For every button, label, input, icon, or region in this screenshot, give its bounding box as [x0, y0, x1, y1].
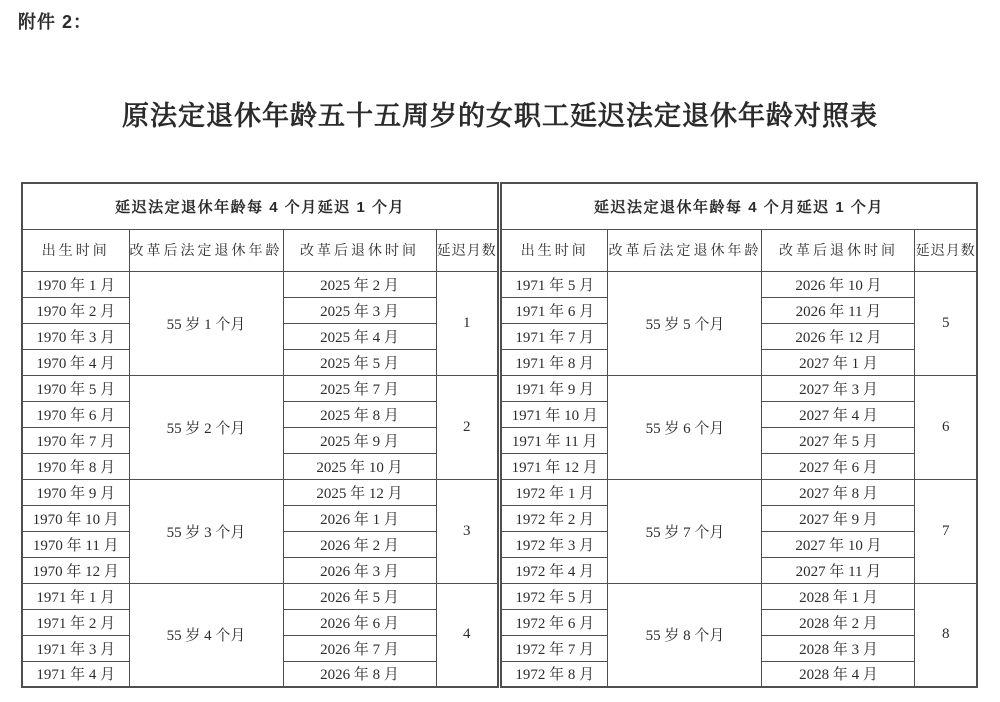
birth-month-cell: 1972 年 1 月 [501, 479, 608, 505]
birth-month-cell: 1972 年 8 月 [501, 661, 608, 687]
table-group-header: 延迟法定退休年龄每 4 个月延迟 1 个月 [501, 183, 977, 229]
tables-container [21, 182, 978, 688]
delay-months-cell: 7 [915, 479, 977, 583]
retirement-month-cell: 2025 年 9 月 [283, 427, 436, 453]
delay-months-cell: 4 [436, 583, 498, 687]
delay-months-cell: 8 [915, 583, 977, 687]
retirement-month-cell: 2026 年 8 月 [283, 661, 436, 687]
retirement-month-cell: 2025 年 4 月 [283, 323, 436, 349]
birth-month-cell: 1971 年 1 月 [22, 583, 129, 609]
page-title: 原法定退休年龄五十五周岁的女职工延迟法定退休年龄对照表 [122, 101, 878, 131]
birth-month-cell: 1971 年 7 月 [501, 323, 608, 349]
birth-month-cell: 1970 年 6 月 [22, 401, 129, 427]
retirement-month-cell: 2025 年 8 月 [283, 401, 436, 427]
birth-month-cell: 1972 年 2 月 [501, 505, 608, 531]
birth-month-cell: 1970 年 3 月 [22, 323, 129, 349]
birth-month-cell: 1971 年 12 月 [501, 453, 608, 479]
birth-month-cell: 1970 年 1 月 [22, 271, 129, 297]
table-row [22, 583, 498, 609]
retirement-age-cell: 55 岁 2 个月 [129, 375, 283, 479]
retirement-month-cell: 2026 年 6 月 [283, 609, 436, 635]
retirement-month-cell: 2027 年 8 月 [762, 479, 915, 505]
column-header-delay: 延迟月数 [436, 229, 498, 271]
retirement-month-cell: 2025 年 3 月 [283, 297, 436, 323]
birth-month-cell: 1972 年 7 月 [501, 635, 608, 661]
table-row [22, 479, 498, 505]
table-row [501, 375, 977, 401]
birth-month-cell: 1970 年 10 月 [22, 505, 129, 531]
retirement-age-cell: 55 岁 3 个月 [129, 479, 283, 583]
birth-month-cell: 1970 年 9 月 [22, 479, 129, 505]
column-header-time: 改革后退休时间 [762, 229, 915, 271]
birth-month-cell: 1972 年 3 月 [501, 531, 608, 557]
retirement-age-cell: 55 岁 4 个月 [129, 583, 283, 687]
retirement-age-cell: 55 岁 1 个月 [129, 271, 283, 375]
birth-month-cell: 1971 年 3 月 [22, 635, 129, 661]
retirement-age-cell: 55 岁 6 个月 [608, 375, 762, 479]
retirement-month-cell: 2028 年 3 月 [762, 635, 915, 661]
retirement-age-cell: 55 岁 7 个月 [608, 479, 762, 583]
retirement-month-cell: 2025 年 2 月 [283, 271, 436, 297]
birth-month-cell: 1970 年 7 月 [22, 427, 129, 453]
delay-months-cell: 5 [915, 271, 977, 375]
birth-month-cell: 1970 年 2 月 [22, 297, 129, 323]
table-row [22, 375, 498, 401]
birth-month-cell: 1971 年 5 月 [501, 271, 608, 297]
retirement-age-cell: 55 岁 8 个月 [608, 583, 762, 687]
birth-month-cell: 1972 年 6 月 [501, 609, 608, 635]
retirement-month-cell: 2026 年 2 月 [283, 531, 436, 557]
column-header-birth: 出生时间 [22, 229, 129, 271]
column-header-birth: 出生时间 [501, 229, 608, 271]
table-group-header: 延迟法定退休年龄每 4 个月延迟 1 个月 [22, 183, 498, 229]
retirement-month-cell: 2026 年 11 月 [762, 297, 915, 323]
column-header-age: 改革后法定退休年龄 [129, 229, 283, 271]
retirement-month-cell: 2027 年 3 月 [762, 375, 915, 401]
birth-month-cell: 1970 年 11 月 [22, 531, 129, 557]
retirement-month-cell: 2026 年 5 月 [283, 583, 436, 609]
retirement-month-cell: 2025 年 10 月 [283, 453, 436, 479]
retirement-month-cell: 2027 年 5 月 [762, 427, 915, 453]
retirement-month-cell: 2026 年 12 月 [762, 323, 915, 349]
retirement-month-cell: 2026 年 1 月 [283, 505, 436, 531]
retirement-month-cell: 2027 年 9 月 [762, 505, 915, 531]
column-header-delay: 延迟月数 [915, 229, 977, 271]
birth-month-cell: 1971 年 8 月 [501, 349, 608, 375]
birth-month-cell: 1971 年 2 月 [22, 609, 129, 635]
retirement-month-cell: 2027 年 1 月 [762, 349, 915, 375]
table-row [501, 271, 977, 297]
table-row [22, 271, 498, 297]
retirement-month-cell: 2025 年 12 月 [283, 479, 436, 505]
retirement-table-left [21, 182, 499, 688]
table-row [501, 583, 977, 609]
delay-months-cell: 6 [915, 375, 977, 479]
retirement-age-cell: 55 岁 5 个月 [608, 271, 762, 375]
birth-month-cell: 1971 年 9 月 [501, 375, 608, 401]
retirement-month-cell: 2028 年 2 月 [762, 609, 915, 635]
retirement-month-cell: 2027 年 6 月 [762, 453, 915, 479]
retirement-month-cell: 2025 年 7 月 [283, 375, 436, 401]
table-row [501, 479, 977, 505]
column-header-age: 改革后法定退休年龄 [608, 229, 762, 271]
retirement-month-cell: 2026 年 10 月 [762, 271, 915, 297]
birth-month-cell: 1971 年 4 月 [22, 661, 129, 687]
birth-month-cell: 1971 年 10 月 [501, 401, 608, 427]
retirement-month-cell: 2027 年 4 月 [762, 401, 915, 427]
column-header-time: 改革后退休时间 [283, 229, 436, 271]
birth-month-cell: 1972 年 4 月 [501, 557, 608, 583]
birth-month-cell: 1971 年 6 月 [501, 297, 608, 323]
birth-month-cell: 1970 年 12 月 [22, 557, 129, 583]
birth-month-cell: 1970 年 8 月 [22, 453, 129, 479]
retirement-month-cell: 2025 年 5 月 [283, 349, 436, 375]
delay-months-cell: 2 [436, 375, 498, 479]
retirement-month-cell: 2027 年 10 月 [762, 531, 915, 557]
birth-month-cell: 1971 年 11 月 [501, 427, 608, 453]
retirement-month-cell: 2026 年 3 月 [283, 557, 436, 583]
retirement-month-cell: 2028 年 4 月 [762, 661, 915, 687]
birth-month-cell: 1970 年 5 月 [22, 375, 129, 401]
birth-month-cell: 1970 年 4 月 [22, 349, 129, 375]
retirement-table-right [500, 182, 978, 688]
retirement-month-cell: 2027 年 11 月 [762, 557, 915, 583]
birth-month-cell: 1972 年 5 月 [501, 583, 608, 609]
delay-months-cell: 1 [436, 271, 498, 375]
retirement-month-cell: 2028 年 1 月 [762, 583, 915, 609]
attachment-label: 附件 2： [18, 12, 93, 32]
retirement-month-cell: 2026 年 7 月 [283, 635, 436, 661]
delay-months-cell: 3 [436, 479, 498, 583]
